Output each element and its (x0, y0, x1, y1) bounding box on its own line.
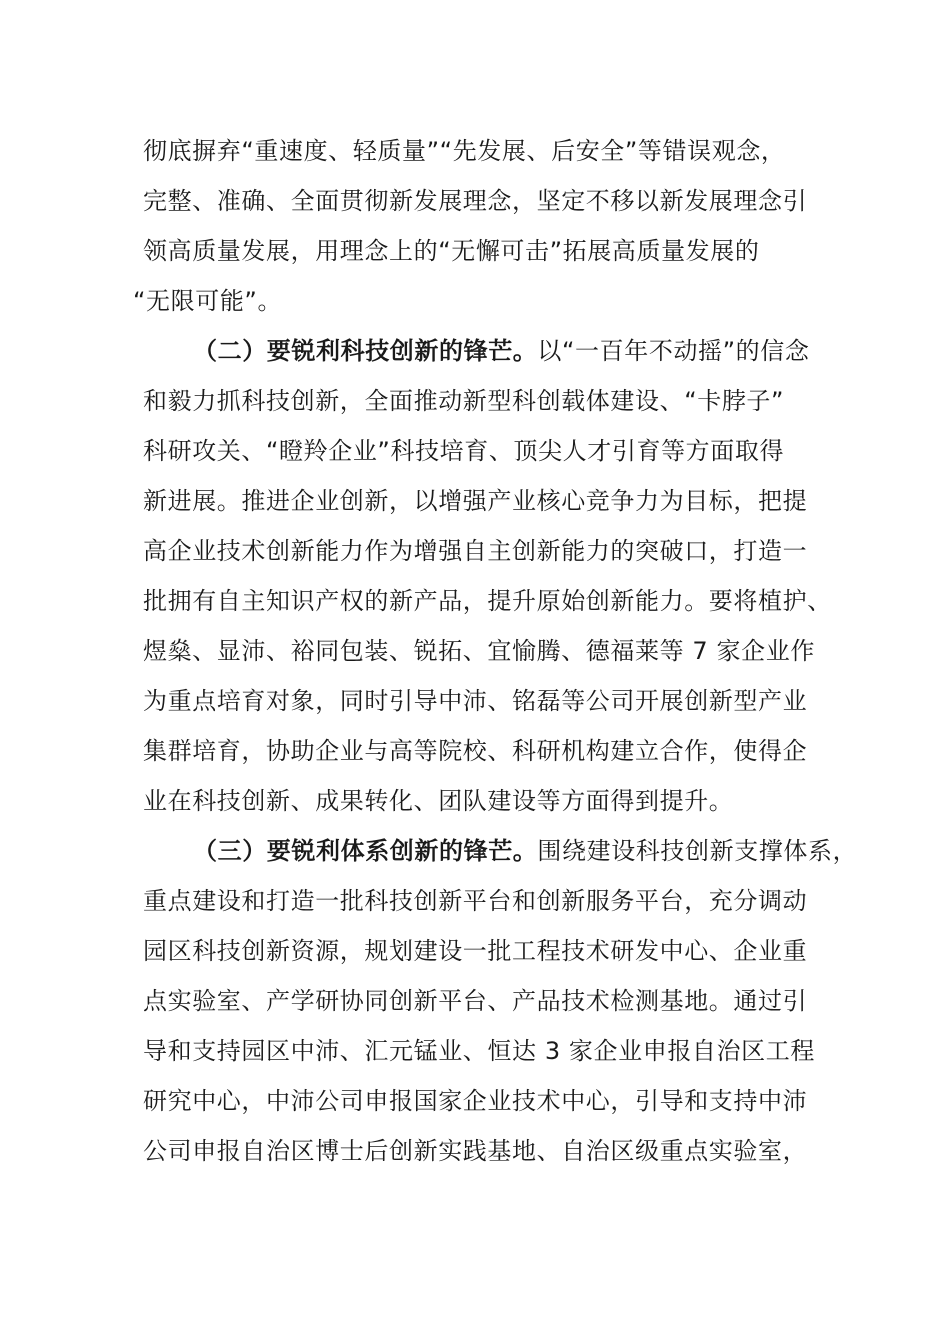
paragraph-2-line-1 (193, 336, 809, 366)
paragraph-2-line-9: 集群培育，协助企业与高等院校、科研机构建立合作，使得企 (143, 737, 808, 765)
paragraph-2-line-10: 业在科技创新、成果转化、团队建设等方面得到提升。 (143, 787, 734, 815)
paragraph-2-line-6: 批拥有自主知识产权的新产品，提升原始创新能力。要将植护、 (143, 587, 832, 615)
paragraph-2-line-8: 为重点培育对象，同时引导中沛、铭磊等公司开展创新型产业 (143, 687, 808, 715)
paragraph-3-first-line-text: 围绕建设科技创新支撑体系， (537, 837, 858, 865)
paragraph-1-line-4: “无限可能”。 (133, 287, 283, 315)
paragraph-3-line-5: 导和支持园区中沛、汇元锰业、恒达 3 家企业申报自治区工程 (143, 1037, 815, 1065)
paragraph-3-line-2: 重点建设和打造一批科技创新平台和创新服务平台，充分调动 (143, 887, 808, 915)
paragraph-3-line-1 (193, 836, 857, 866)
paragraph-3-line-3: 园区科技创新资源，规划建设一批工程技术研发中心、企业重 (143, 937, 808, 965)
paragraph-3-line-7: 公司申报自治区博士后创新实践基地、自治区级重点实验室， (143, 1137, 808, 1165)
paragraph-1-line-2: 完整、准确、全面贯彻新发展理念，坚定不移以新发展理念引 (143, 187, 808, 215)
paragraph-3-line-4: 点实验室、产学研协同创新平台、产品技术检测基地。通过引 (143, 987, 808, 1015)
paragraph-2-heading: （二）要锐利科技创新的锋芒。 (193, 337, 538, 365)
paragraph-3-line-6: 研究中心，中沛公司申报国家企业技术中心，引导和支持中沛 (143, 1087, 808, 1115)
paragraph-1-line-3: 领高质量发展，用理念上的“无懈可击”拓展高质量发展的 (143, 237, 760, 265)
paragraph-2-line-7: 煜燊、显沛、裕同包装、锐拓、宜愉腾、德福莱等 7 家企业作 (143, 637, 815, 665)
paragraph-3-heading: （三）要锐利体系创新的锋芒。 (193, 837, 538, 865)
paragraph-2-first-line-text: 以“一百年不动摇”的信念 (537, 337, 810, 365)
paragraph-2-line-5: 高企业技术创新能力作为增强自主创新能力的突破口，打造一 (143, 537, 808, 565)
paragraph-2-line-4: 新进展。推进企业创新，以增强产业核心竞争力为目标，把提 (143, 487, 808, 515)
paragraph-2-line-3: 科研攻关、“瞪羚企业”科技培育、顶尖人才引育等方面取得 (143, 437, 785, 465)
paragraph-1-line-1: 彻底摒弃“重速度、轻质量”“先发展、后安全”等错误观念， (143, 137, 786, 165)
paragraph-2-line-2: 和毅力抓科技创新，全面推动新型科创载体建设、“卡脖子” (143, 387, 785, 415)
